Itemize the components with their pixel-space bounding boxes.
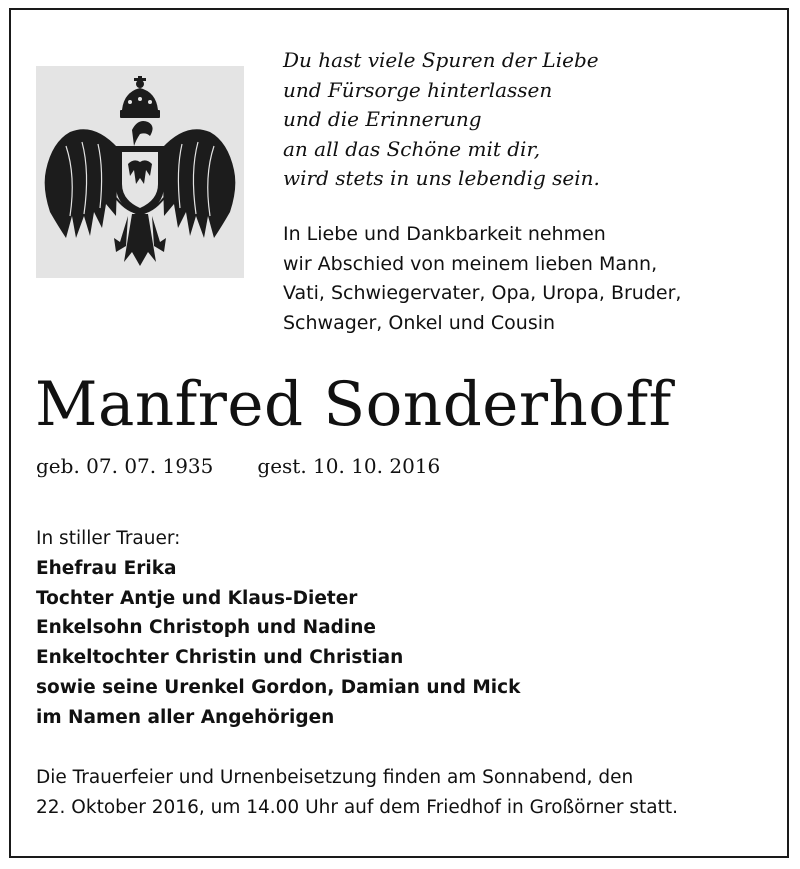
ceremony-notice <box>36 763 776 822</box>
intro-line: wir Abschied von meinem lieben Mann, <box>283 252 658 275</box>
intro-line: In Liebe und Dankbarkeit nehmen <box>283 223 606 245</box>
birth-date: geb. 07. 07. 1935 <box>36 454 214 478</box>
intro-line: Vati, Schwiegervater, Opa, Uropa, Bruder, <box>283 282 682 304</box>
poem <box>283 46 763 194</box>
poem-line: an all das Schöne mit dir, <box>283 136 541 161</box>
mourner-line: Ehefrau Erika <box>36 557 177 579</box>
mourner-line: im Namen aller Angehörigen <box>36 706 335 728</box>
ceremony-line: 22. Oktober 2016, um 14.00 Uhr auf dem Friedhof in Großörner statt. <box>36 796 678 818</box>
imperial-eagle-crest-icon <box>36 66 244 278</box>
mourner-line: Tochter Antje und Klaus-Dieter <box>36 587 358 609</box>
mourner-line: sowie seine Urenkel Gordon, Damian und Mick <box>36 676 521 698</box>
life-dates <box>36 452 440 480</box>
death-date: gest. 10. 10. 2016 <box>257 454 441 478</box>
mourner-line: Enkeltochter Christin und Christian <box>36 647 404 669</box>
deceased-name: Manfred Sonderhoff <box>35 369 672 440</box>
poem-line: Du hast viele Spuren der Liebe <box>283 48 599 72</box>
mourner-line: Enkelsohn Christoph und Nadine <box>36 617 376 639</box>
poem-line: und Fürsorge hinterlassen <box>283 77 553 102</box>
poem-line: und die Erinnerung <box>283 107 482 131</box>
mourners-list <box>36 524 736 733</box>
poem-line: wird stets in uns lebendig sein. <box>283 166 600 190</box>
intro-text <box>283 220 763 338</box>
mourners-heading: In stiller Trauer: <box>36 528 181 549</box>
ceremony-line: Die Trauerfeier und Urnenbeisetzung finden am Sonnabend, den <box>36 767 634 788</box>
intro-line: Schwager, Onkel und Cousin <box>283 311 556 334</box>
